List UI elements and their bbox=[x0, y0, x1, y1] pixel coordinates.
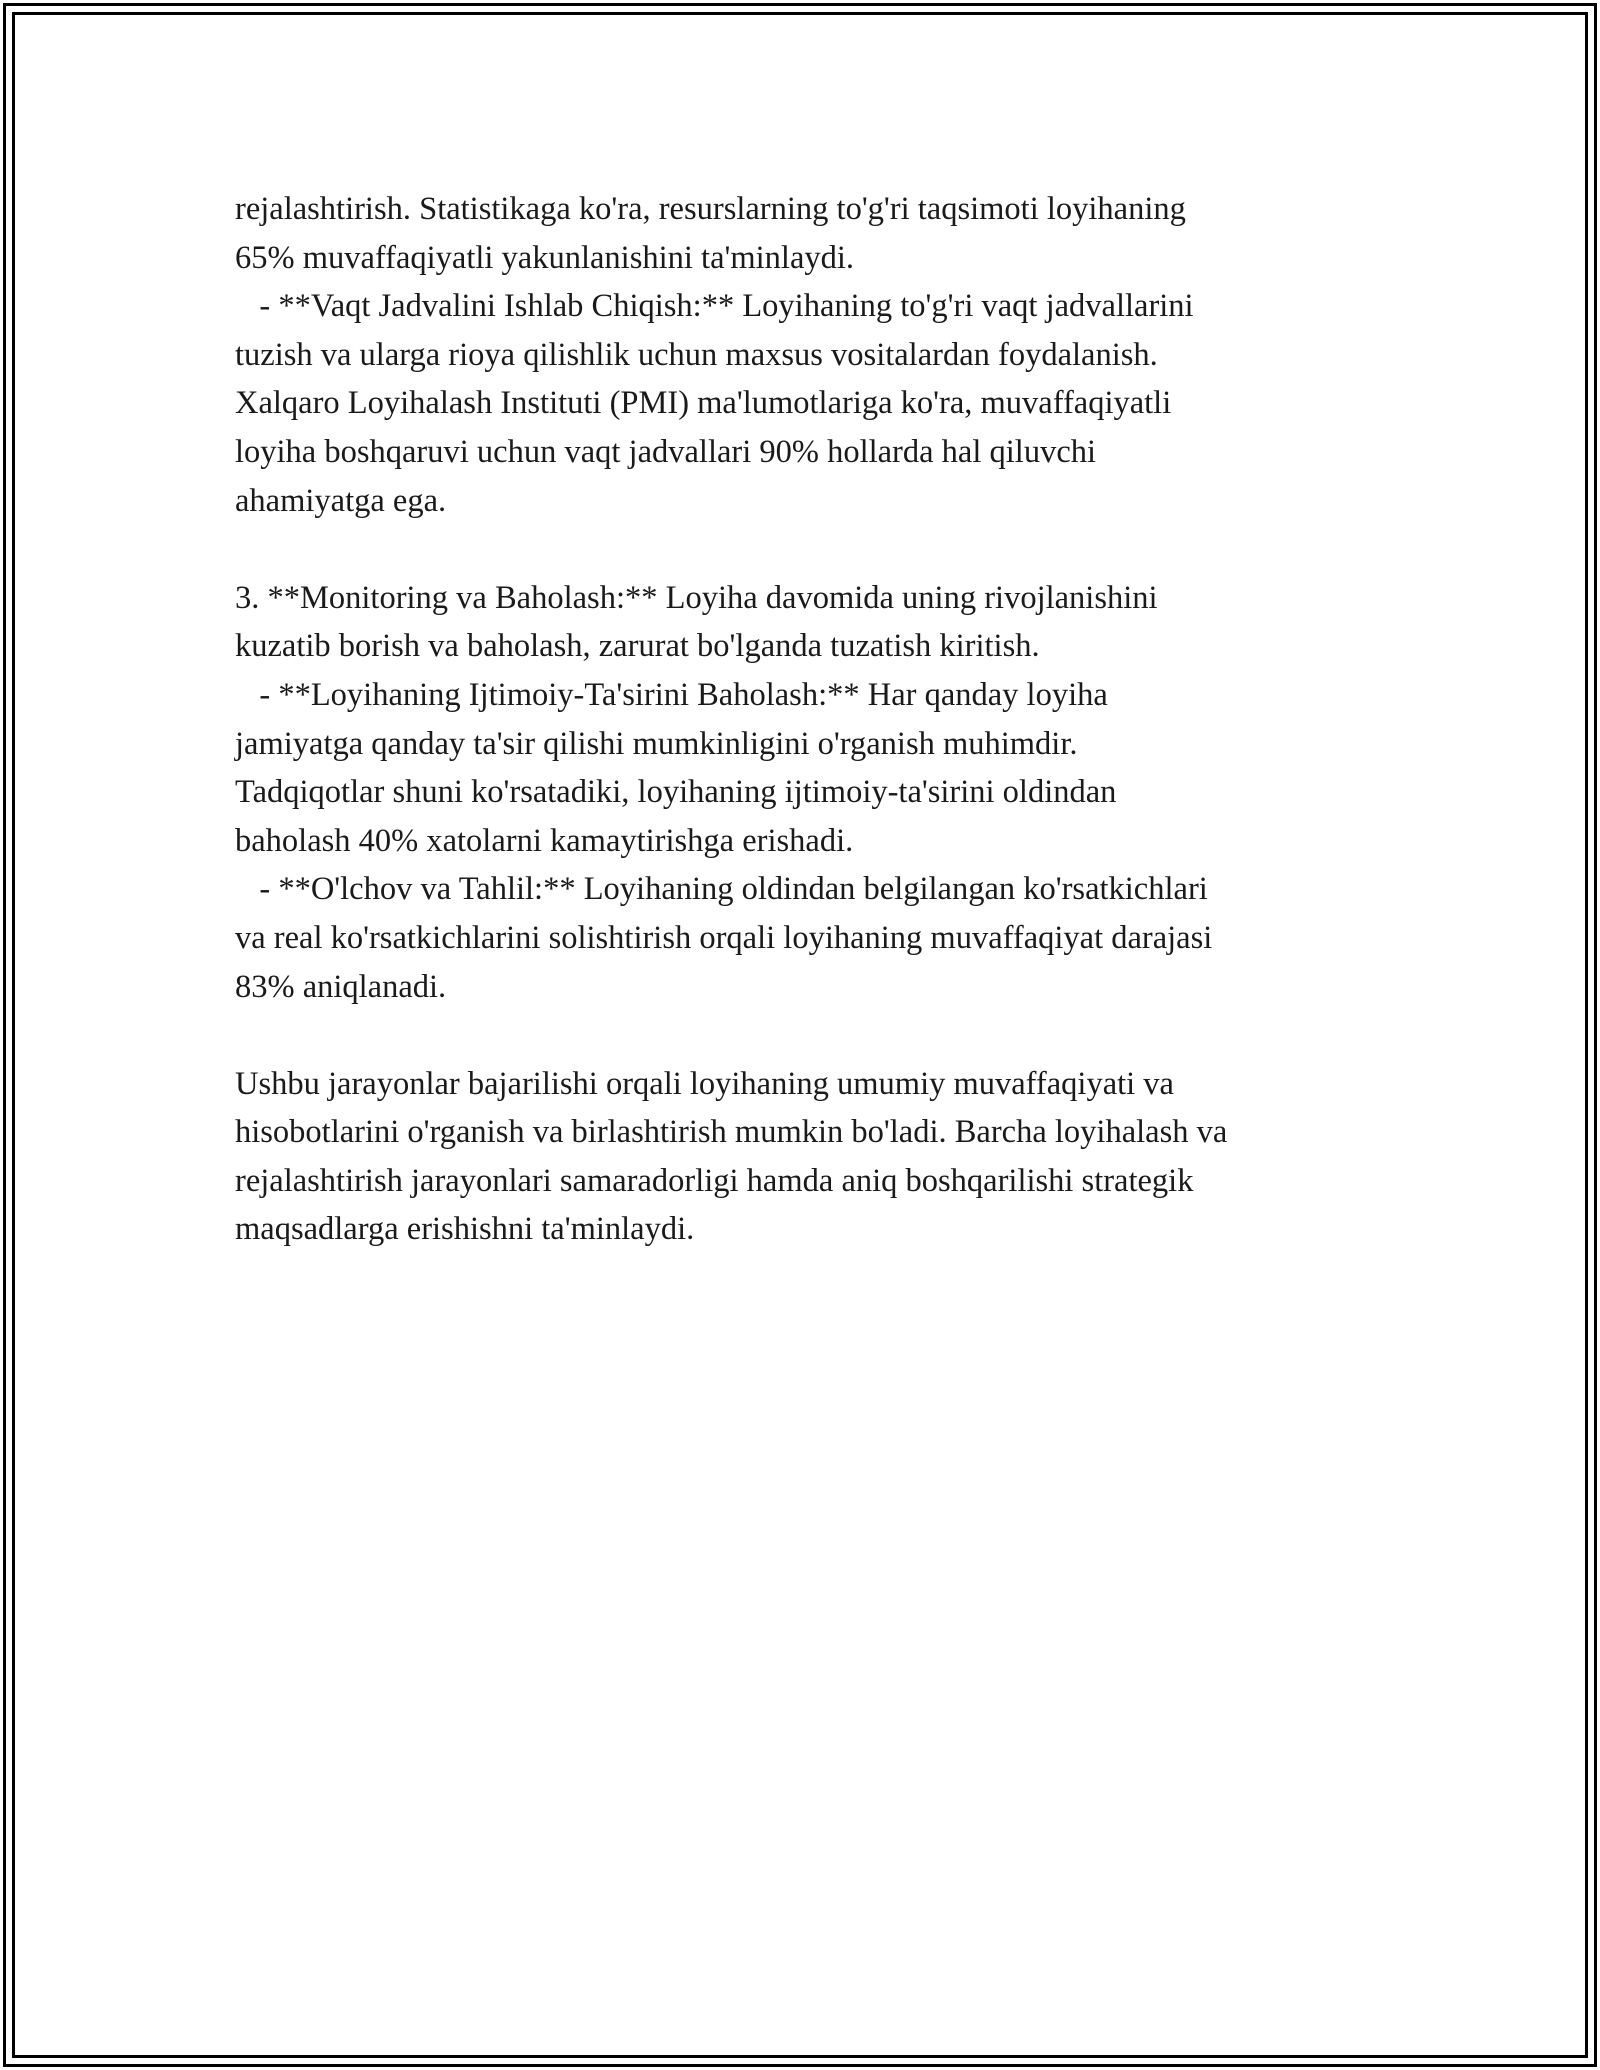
text-line: 83% aniqlanadi. bbox=[235, 968, 447, 1005]
text-line: 65% muvaffaqiyatli yakunlanishini ta'minlaydi. bbox=[235, 239, 855, 276]
paragraph-gap bbox=[235, 1011, 1385, 1060]
paragraph bbox=[235, 574, 1385, 1011]
text-line: - **Loyihaning Ijtimoiy-Ta'sirini Baholash:** Har qanday loyiha bbox=[235, 676, 1108, 713]
text-line: kuzatib borish va baholash, zarurat bo'lganda tuzatish kiritish. bbox=[235, 628, 1040, 665]
text-line: Ushbu jarayonlar bajarilishi orqali loyihaning umumiy muvaffaqiyati va bbox=[235, 1065, 1174, 1102]
text-line: - **O'lchov va Tahlil:** Loyihaning oldindan belgilangan ko'rsatkichlari bbox=[235, 871, 1208, 908]
text-line: 3. **Monitoring va Baholash:** Loyiha davomida uning rivojlanishini bbox=[235, 579, 1158, 616]
text-line: Tadqiqotlar shuni ko'rsatadiki, loyihaning ijtimoiy-ta'sirini oldindan bbox=[235, 774, 1117, 811]
text-line: hisobotlarini o'rganish va birlashtirish mumkin bo'ladi. Barcha loyihalash va bbox=[235, 1114, 1228, 1151]
document-body bbox=[235, 185, 1385, 1254]
text-line: rejalashtirish jarayonlari samaradorligi hamda aniq boshqarilishi strategik bbox=[235, 1162, 1194, 1199]
paragraph bbox=[235, 185, 1385, 525]
text-line: tuzish va ularga rioya qilishlik uchun maxsus vositalardan foydalanish. bbox=[235, 336, 1158, 373]
text-line: rejalashtirish. Statistikaga ko'ra, resurslarning to'g'ri taqsimoti loyihaning bbox=[235, 191, 1186, 227]
paragraph-gap bbox=[235, 525, 1385, 574]
text-line: maqsadlarga erishishni ta'minlaydi. bbox=[235, 1211, 695, 1248]
text-line: baholash 40% xatolarni kamaytirishga erishadi. bbox=[235, 822, 854, 859]
text-line: va real ko'rsatkichlarini solishtirish orqali loyihaning muvaffaqiyat darajasi bbox=[235, 919, 1213, 956]
text-line: loyiha boshqaruvi uchun vaqt jadvallari 90% hollarda hal qiluvchi bbox=[235, 433, 1097, 470]
text-line: Xalqaro Loyihalash Instituti (PMI) ma'lumotlariga ko'ra, muvaffaqiyatli bbox=[235, 385, 1172, 422]
text-line: - **Vaqt Jadvalini Ishlab Chiqish:** Loyihaning to'g'ri vaqt jadvallarini bbox=[235, 288, 1194, 325]
paragraph bbox=[235, 1060, 1385, 1254]
text-line: jamiyatga qanday ta'sir qilishi mumkinligini o'rganish muhimdir. bbox=[235, 725, 1078, 762]
text-line: ahamiyatga ega. bbox=[235, 482, 447, 519]
